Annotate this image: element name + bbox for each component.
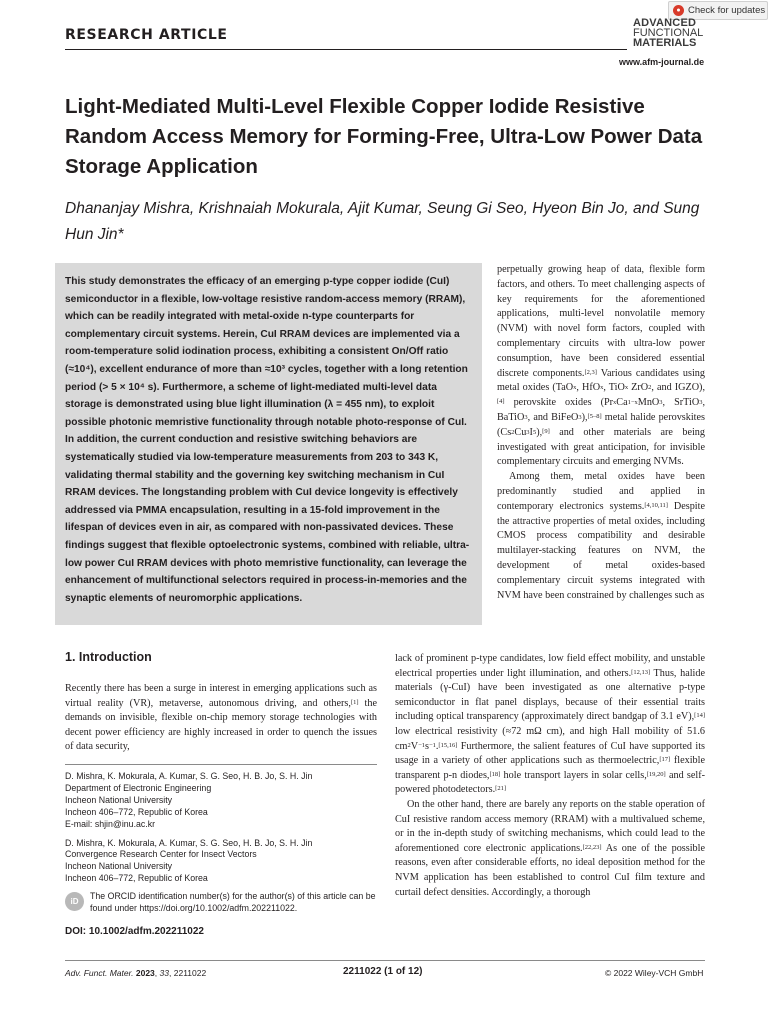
doi-link[interactable]: DOI: 10.1002/adfm.202211022 xyxy=(65,926,204,937)
citation-link[interactable]: [19,20] xyxy=(646,770,666,778)
affiliation-line: Incheon National University xyxy=(65,794,173,805)
spacer xyxy=(65,831,377,838)
page-number: 2211022 (1 of 12) xyxy=(343,966,423,977)
body-paragraph: perpetually growing heap of data, flexible form factors, and others. To meet challenging aspects of key requirements for the aforementioned applications, multi-level nonvolatile memory (NVM) with novel form factors, coupled with complementary circuits with ultra-low power consumption, have been considered essential discrete components.[2,3] Various candidates using metal oxides (TaOx, HfOx, TiOx ZrO2, and IGZO),[4] perovskite oxides (PrxCa1−xMnO3, SrTiO3, BaTiO3, and BiFeO3),[5–8] metal halide perovskites (Cs2Cu3I5),[9] and other materials are being investigated with great anticipation, for invisible complementary circuits and emerging NVMs. xyxy=(497,264,705,468)
footer-citation: Adv. Funct. Mater. 2023, 33, 2211022 xyxy=(65,968,207,978)
logo-line-1: ADVANCED xyxy=(633,17,697,29)
affiliation-line: D. Mishra, K. Mokurala, A. Kumar, S. G. Seo, H. B. Jo, S. H. Jin xyxy=(65,837,313,848)
citation-link[interactable]: [17] xyxy=(659,756,671,764)
citation-link[interactable]: [4,10,11] xyxy=(644,501,668,509)
right-column-bottom xyxy=(395,652,705,900)
orcid-icon: iD xyxy=(65,892,84,911)
affiliation-line: D. Mishra, K. Mokurala, A. Kumar, S. G. Seo, H. B. Jo, S. H. Jin xyxy=(65,771,313,781)
header-divider xyxy=(65,49,627,50)
citation-link[interactable]: [21] xyxy=(495,785,506,793)
citation-link[interactable]: [22,23] xyxy=(582,843,602,851)
check-for-updates-label: Check for updates xyxy=(688,5,766,16)
citation-link[interactable]: [1] xyxy=(350,698,359,706)
logo-line-2: FUNCTIONAL xyxy=(633,27,704,39)
citation-link[interactable]: [12,13] xyxy=(631,668,651,676)
affiliation-line: Department of Electronic Engineering xyxy=(65,782,212,793)
update-icon: ● xyxy=(673,5,684,16)
citation-link[interactable]: [14] xyxy=(694,712,705,720)
affiliation-line: Incheon National University xyxy=(65,861,173,872)
affiliation-line: Incheon 406–772, Republic of Korea xyxy=(65,806,208,817)
orcid-note xyxy=(65,891,377,914)
logo-line-3: MATERIALS xyxy=(633,37,697,49)
body-paragraph: Among them, metal oxides have been predominantly studied and applied in contemporary electronics systems.[4,10,11] Despite the attractive properties of metal oxides, including CMOS process compatibility and desirable multilayer-stacking features on NVM, the development of metal oxides-based complementary circuit systems integrated with NVM have been constrained by challenges such as xyxy=(497,471,705,601)
affiliation-divider xyxy=(65,764,377,765)
author-list: Dhananjay Mishra, Krishnaiah Mokurala, Ajit Kumar, Seung Gi Seo, Hyeon Bin Jo, and Sung Hun Jin* xyxy=(65,200,700,243)
author-email-link[interactable]: E-mail: shjin@inu.ac.kr xyxy=(65,818,156,829)
body-paragraph: lack of prominent p-type candidates, low field effect mobility, and unstable electrical properties under light illumination, and others.[12,13] Thus, halide materials (γ-CuI) have been investigated as one alternative p-type semiconductor in flat panel displays, because of their essential traits including optical transparency (approximately direct bandgap of 3.1 eV),[14] low electrical resistivity (≈72 mΩ cm), and high Hall mobility of 51.6 $cm^2V^{-1}s^{-1}.[15,16]$ Furthermore, the salient features of CuI have supported its usage in a variety of other applications such as thermoelectric,[17] flexible transparent p-n diodes,[18] hole transport layers in solar cells,[19,20] and self-powered photodetectors.[21] xyxy=(395,653,706,796)
right-column-top xyxy=(497,263,705,603)
citation-link[interactable]: [18] xyxy=(489,770,501,778)
citation-link[interactable]: [2,3] xyxy=(584,368,597,376)
affiliation-line: Incheon 406–772, Republic of Korea xyxy=(65,873,208,884)
intro-paragraph: Recently there has been a surge in interest in emerging applications such as virtual reality (VR), metaverse, autonomous driving, and others,[1] the demands on invisible, flexible on-chip memory storage technologies with decent power efficiency are highly increased in order to quench the issues of data security, xyxy=(65,683,377,753)
citation-link[interactable]: [5–8] xyxy=(587,412,602,420)
abstract-text: This study demonstrates the efficacy of an emerging p-type copper iodide (CuI) semiconductor in a flexible, low-voltage resistive random-access memory (RRAM), which can be readily integrated with metal-oxide n-type counterparts for complementary circuit systems. Herein, CuI RRAM devices are implemented via a room-temperature solid iodination process, exhibiting a consistent On/Off ratio (≈10⁴), excellent endurance of more than ≈10³ cycles, together with a long retention period (> 5 × 10⁴ s). Furthermore, a scheme of light-mediated multi-level data storage is demonstrated using blue light illumination (λ = 455 nm), to exploit possible photonic memristive functionality through notable photo-response of CuI. In addition, the current conduction and resistive switching behaviors are systematically studied via low-temperature measurements from 203 to 343 K, validating thermal stability and the governing key switching mechanism in CuI RRAM devices. The longstanding problem with CuI device longevity is effectively addressed via PMMA encapsulation, resulting in a 15-fold improvement in the lifespan of devices even in air, as compared with non-passivated devices. These findings suggest that flexible optoelectronic systems, combined with reliable, ultra-low power CuI RRAM devices with photo memristive functionality, can leverage the enhancement of multifunctional selectors required in process-in-memories and the synaptic elements of neuromorphic applications. xyxy=(65,276,470,604)
citation-link[interactable]: [15,16] xyxy=(438,741,458,749)
footer-divider xyxy=(65,960,705,961)
affiliations xyxy=(65,771,377,885)
copyright: © 2022 Wiley-VCH GmbH xyxy=(605,968,704,978)
citation-link[interactable]: [9] xyxy=(542,427,550,435)
journal-url-link[interactable]: www.afm-journal.de xyxy=(619,57,705,67)
section-label: RESEARCH ARTICLE xyxy=(65,27,228,43)
affiliation-line: Convergence Research Center for Insect Vectors xyxy=(65,849,257,860)
article-title: Light-Mediated Multi-Level Flexible Copper Iodide Resistive Random Access Memory for Forming-Free, Ultra-Low Power Data Storage Application xyxy=(65,95,703,178)
body-paragraph: On the other hand, there are barely any reports on the stable operation of CuI resistive random access memory (RRAM) with a multivalued scheme, or in the in-depth study of switching mechanisms, which could lead to the aforementioned core electronic applications.[22,23] As one of the possible reasons, even after considerable efforts, no ideal deposition method for the NVM application has been established to control CuI film texture and curtail defect densities. Accordingly, a thorough xyxy=(395,798,705,898)
journal-logo xyxy=(633,18,711,48)
citation-link[interactable]: [4] xyxy=(497,398,505,406)
section-heading-introduction: 1. Introduction xyxy=(65,650,152,664)
abstract-box xyxy=(55,263,482,625)
orcid-text[interactable]: The ORCID identification number(s) for the author(s) of this article can be found under https://doi.org/10.1002/adfm.202211022. xyxy=(90,891,376,913)
